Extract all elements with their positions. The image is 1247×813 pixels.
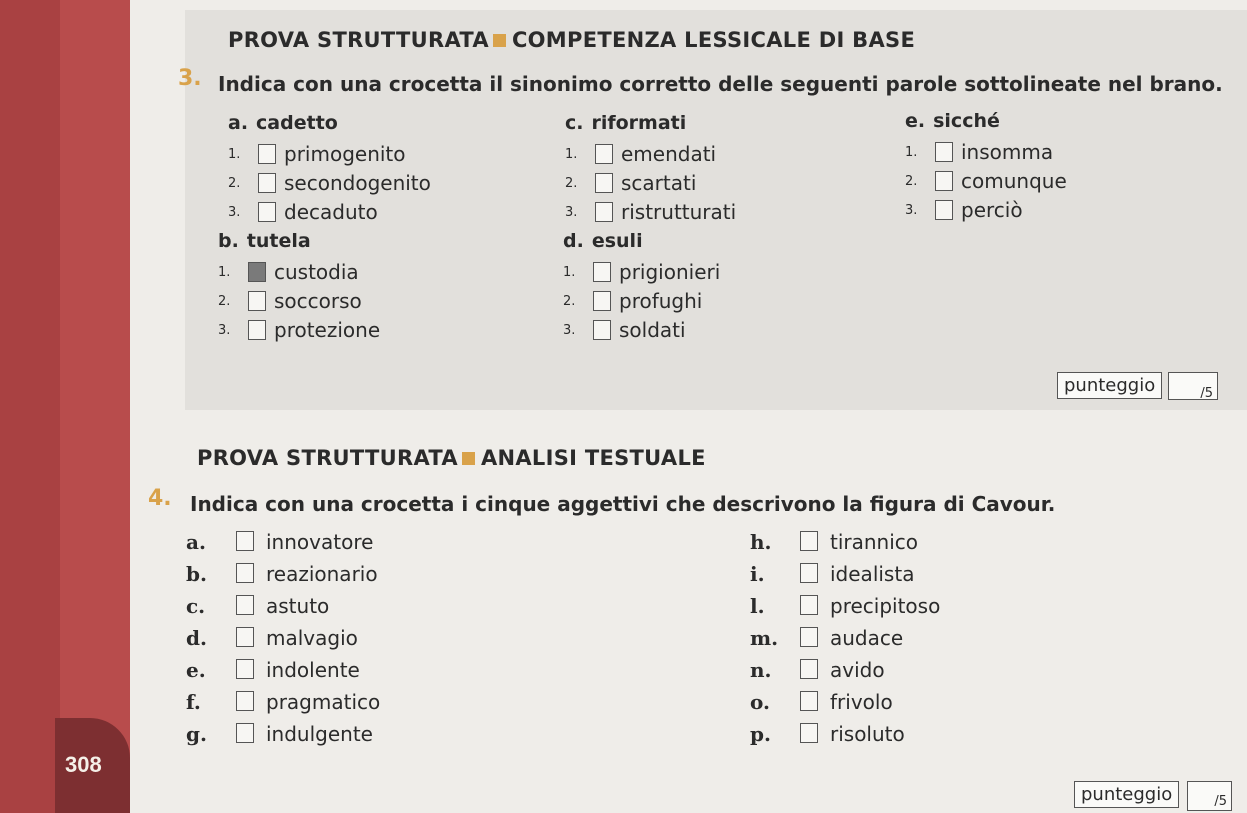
q3-option-checkbox[interactable] (593, 262, 611, 282)
heading-square-icon (462, 452, 475, 465)
q4-option-checkbox[interactable] (800, 595, 818, 615)
q3-option-checkbox[interactable] (935, 200, 953, 220)
q3-option-label: soccorso (274, 289, 362, 313)
q4-option-letter: h. (750, 530, 772, 554)
q3-option-label: custodia (274, 260, 359, 284)
q3-option-checkbox[interactable] (593, 320, 611, 340)
q3-option-checkbox[interactable] (595, 202, 613, 222)
q4-option-label: risoluto (830, 722, 905, 746)
q3-option-checkbox[interactable] (258, 202, 276, 222)
q4-option-checkbox[interactable] (236, 563, 254, 583)
q3-option-label: profughi (619, 289, 703, 313)
q3-number: 3. (178, 66, 202, 91)
q3-option-checkbox[interactable] (595, 144, 613, 164)
q3-option-number: 1. (563, 265, 576, 280)
q3-group-letter: b. (218, 230, 239, 252)
q3-option-number: 2. (565, 176, 578, 191)
q4-option-letter: m. (750, 626, 779, 650)
q3-option-checkbox[interactable] (248, 291, 266, 311)
q3-option-label: protezione (274, 318, 381, 342)
section4-title: PROVA STRUTTURATA (197, 446, 458, 470)
q3-option-number: 3. (905, 203, 918, 218)
q3-option-number: 1. (228, 147, 241, 162)
q4-option-letter: n. (750, 658, 772, 682)
q4-option-checkbox[interactable] (800, 659, 818, 679)
q3-option-number: 3. (228, 205, 241, 220)
q3-option-checkbox[interactable] (935, 142, 953, 162)
q3-group-word: esuli (591, 230, 643, 252)
q4-option-checkbox[interactable] (800, 627, 818, 647)
q4-option-letter: b. (186, 562, 207, 586)
q3-group-word: cadetto (256, 112, 338, 134)
q3-group-header (905, 110, 1000, 132)
q4-option-letter: c. (186, 594, 206, 618)
q3-group-header (563, 230, 643, 252)
q4-option-label: indulgente (266, 722, 373, 746)
q4-option-checkbox[interactable] (800, 563, 818, 583)
q4-option-checkbox[interactable] (236, 595, 254, 615)
q3-option-number: 2. (563, 294, 576, 309)
q3-group-letter: e. (905, 110, 926, 132)
q4-option-letter: g. (186, 722, 207, 746)
q4-option-letter: o. (750, 690, 770, 714)
q3-group-header (565, 112, 686, 134)
q3-group-word: riformati (591, 112, 687, 134)
q4-option-label: indolente (266, 658, 360, 682)
q3-option-checkbox[interactable] (258, 144, 276, 164)
q4-option-label: pragmatico (266, 690, 381, 714)
q4-score-label: punteggio (1074, 781, 1179, 808)
q3-group-letter: d. (563, 230, 584, 252)
q4-option-checkbox[interactable] (236, 691, 254, 711)
section3-title-rest: COMPETENZA LESSICALE DI BASE (511, 28, 916, 52)
q4-option-letter: d. (186, 626, 207, 650)
q3-group-letter: a. (228, 112, 249, 134)
q4-option-checkbox[interactable] (800, 691, 818, 711)
q3-group-header (228, 112, 338, 134)
q3-option-checkbox[interactable] (593, 291, 611, 311)
q4-option-letter: e. (186, 658, 206, 682)
q3-option-number: 3. (565, 205, 578, 220)
q3-option-number: 3. (563, 323, 576, 338)
q3-option-label: decaduto (284, 200, 378, 224)
q3-option-label: insomma (961, 140, 1054, 164)
q3-option-label: prigionieri (619, 260, 721, 284)
q4-option-label: precipitoso (830, 594, 941, 618)
q3-option-number: 2. (218, 294, 231, 309)
q3-option-checkbox[interactable] (258, 173, 276, 193)
q3-option-label: comunque (961, 169, 1067, 193)
q3-score-label: punteggio (1057, 372, 1162, 399)
section4-title-rest: ANALISI TESTUALE (480, 446, 706, 470)
q3-option-number: 2. (228, 176, 241, 191)
q3-option-label: scartati (621, 171, 697, 195)
page-number: 308 (65, 752, 102, 777)
q3-option-number: 1. (218, 265, 231, 280)
q3-option-number: 2. (905, 174, 918, 189)
section3-heading (228, 28, 915, 52)
q4-option-checkbox[interactable] (236, 627, 254, 647)
q4-option-checkbox[interactable] (236, 723, 254, 743)
q4-option-label: audace (830, 626, 904, 650)
q4-option-checkbox[interactable] (236, 531, 254, 551)
q3-group-letter: c. (565, 112, 584, 134)
q4-option-label: tirannico (830, 530, 919, 554)
q3-option-label: perciò (961, 198, 1023, 222)
red-cover-edge-dark (0, 0, 60, 813)
q4-option-letter: f. (186, 690, 201, 714)
q4-option-label: idealista (830, 562, 915, 586)
q3-option-checkbox[interactable] (935, 171, 953, 191)
q4-score-field[interactable]: /5 (1187, 781, 1232, 811)
q4-option-label: malvagio (266, 626, 358, 650)
q4-option-letter: a. (186, 530, 206, 554)
q3-group-header (218, 230, 311, 252)
q3-instruction: Indica con una crocetta il sinonimo corretto delle seguenti parole sottolineate nel brano. (218, 72, 1223, 96)
q3-option-number: 1. (905, 145, 918, 160)
q3-option-label: ristrutturati (621, 200, 737, 224)
q3-option-label: emendati (621, 142, 717, 166)
q3-option-checkbox[interactable] (248, 320, 266, 340)
q4-option-label: frivolo (830, 690, 893, 714)
q4-option-label: avido (830, 658, 885, 682)
q3-option-label: soldati (619, 318, 686, 342)
q4-option-letter: p. (750, 722, 771, 746)
q3-group-word: sicché (933, 110, 1000, 132)
q4-option-letter: i. (750, 562, 765, 586)
q3-option-number: 1. (565, 147, 578, 162)
q3-score-field[interactable]: /5 (1168, 372, 1218, 400)
q3-group-word: tutela (246, 230, 311, 252)
q3-option-checkbox[interactable] (248, 262, 266, 282)
q4-option-letter: l. (750, 594, 765, 618)
q4-option-label: innovatore (266, 530, 374, 554)
section4-heading (197, 446, 706, 470)
q4-option-label: reazionario (266, 562, 378, 586)
q4-option-checkbox[interactable] (800, 723, 818, 743)
q4-instruction: Indica con una crocetta i cinque aggettivi che descrivono la figura di Cavour. (190, 492, 1056, 516)
q4-number: 4. (148, 486, 172, 511)
heading-square-icon (493, 34, 506, 47)
q3-option-label: primogenito (284, 142, 406, 166)
q4-option-checkbox[interactable] (236, 659, 254, 679)
q4-option-checkbox[interactable] (800, 531, 818, 551)
section3-title: PROVA STRUTTURATA (228, 28, 489, 52)
q4-option-label: astuto (266, 594, 330, 618)
q3-option-number: 3. (218, 323, 231, 338)
q3-option-checkbox[interactable] (595, 173, 613, 193)
q3-option-label: secondogenito (284, 171, 431, 195)
